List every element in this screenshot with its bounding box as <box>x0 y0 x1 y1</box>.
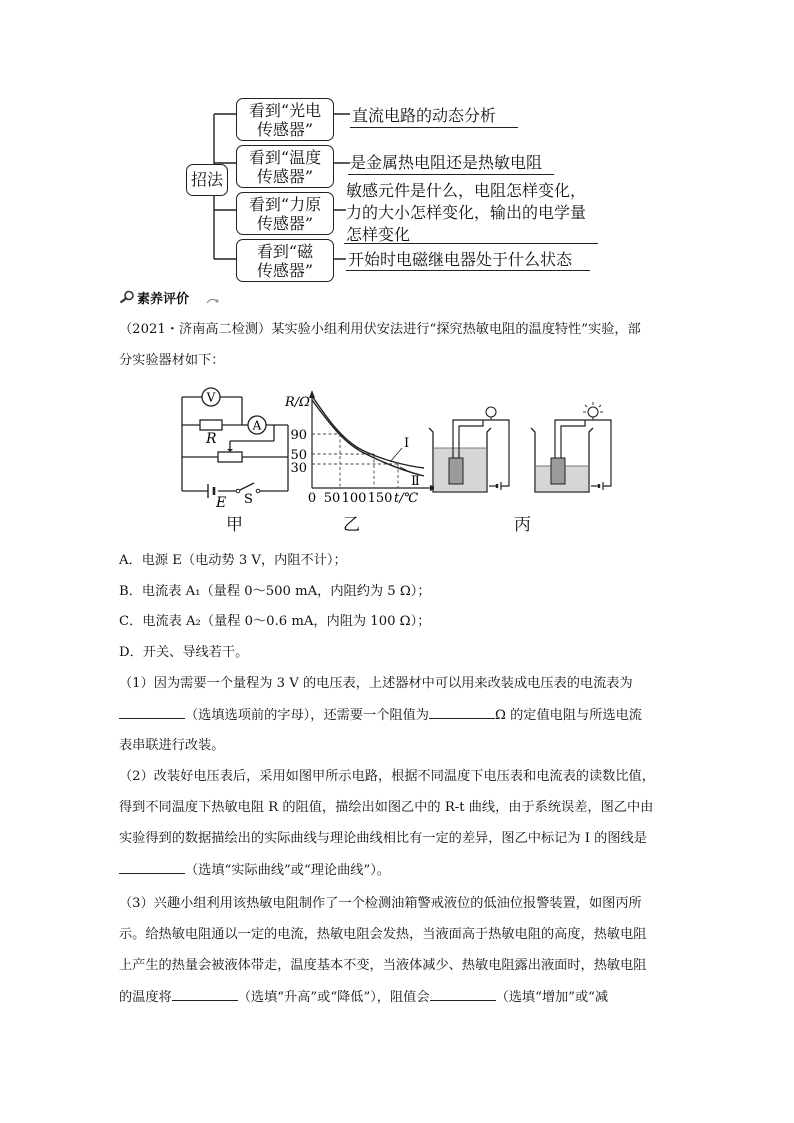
mindmap-branch-box-3: 看到“力原 传感器” <box>236 192 334 235</box>
mindmap-desc-1-underline <box>350 127 518 128</box>
resistor-label: R <box>206 431 217 447</box>
beaker-right <box>531 402 611 492</box>
answer-blank[interactable] <box>172 982 238 1001</box>
mindmap-desc-3-line-1: 敏感元件是什么，电阻怎样变化， <box>346 181 587 200</box>
switch-label: S <box>244 492 253 507</box>
mindmap-branch-box-2: 看到“温度 传感器” <box>236 145 334 188</box>
option-d: D．开关、导线若干。 <box>119 645 249 660</box>
voltmeter-label: V <box>206 390 216 405</box>
graph-x-tick: 100 <box>341 491 367 506</box>
graph-x-axis-label: t/℃ <box>394 491 419 506</box>
q1-line-2: （选填选项前的字母），还需要一个阻值为 Ω 的定值电阻与所选电流 <box>119 700 679 732</box>
battery-label: E <box>216 495 227 510</box>
answer-blank[interactable] <box>429 700 495 719</box>
figure-bing-apparatus <box>425 400 625 505</box>
option-b: B．电流表 A₁（量程 0～500 mA，内阻约为 5 Ω）； <box>119 584 431 599</box>
q1-line-1: （1）因为需要一个量程为 3 V 的电压表，上述器材中可以用来改装成电压表的电流表为 <box>119 676 633 691</box>
curve-label-1: Ⅰ <box>404 436 410 451</box>
mindmap-branch-box-4: 看到“磁 传感器” <box>236 239 334 282</box>
mindmap-connectors <box>0 0 794 290</box>
figure-jia-circuit <box>170 385 300 510</box>
problem-intro-line-2: 分实验器材如下： <box>119 353 225 368</box>
ammeter-label: A <box>252 418 262 433</box>
graph-x-tick: 0 <box>307 491 317 506</box>
answer-blank[interactable] <box>430 982 496 1001</box>
graph-x-tick: 50 <box>323 491 341 506</box>
mindmap-desc-3-underline <box>344 243 598 244</box>
option-a: A．电源 E（电动势 3 V，内阻不计）； <box>119 553 347 568</box>
graph-y-tick: 50 <box>290 448 307 463</box>
q1-line-3: 表串联进行改装。 <box>119 738 225 753</box>
beaker-left <box>429 407 509 492</box>
q3-line-3: 上产生的热量会被液体带走，温度基本不变，当液体减少、热敏电阻露出液面时，热敏电阻 <box>119 958 647 973</box>
figure-jia-caption: 甲 <box>226 515 243 535</box>
q2-line-3: 实验得到的数据描绘出的实际曲线与理论曲线相比有一定的差异，图乙中标记为 Ⅰ 的图线是 <box>119 831 647 846</box>
graph-y-tick: 30 <box>290 461 307 476</box>
q3-line-2: 示。给热敏电阻通以一定的电流，热敏电阻会发热，当液面高于热敏电阻的高度，热敏电阻 <box>119 927 647 942</box>
mindmap-desc-4-underline <box>346 270 590 271</box>
mindmap-desc-2-underline <box>348 174 554 175</box>
problem-intro-line-1: （2021・济南高二检测）某实验小组利用伏安法进行“探究热敏电阻的温度特性”实验，部 <box>119 322 641 337</box>
mindmap-desc-3-line-2: 力的大小怎样变化，输出的电学量 <box>346 203 587 222</box>
option-c: C．电流表 A₂（量程 0～0.6 mA，内阻为 100 Ω）； <box>119 614 431 629</box>
graph-x-tick: 150 <box>367 491 393 506</box>
curve-label-2: Ⅱ <box>411 474 420 489</box>
mindmap-branch-box-1: 看到“光电 传感器” <box>236 98 334 141</box>
decorative-leaf-icon <box>205 292 219 311</box>
mindmap-desc-1: 直流电路的动态分析 <box>352 106 497 125</box>
q2-line-1: （2）改装好电压表后，采用如图甲所示电路，根据不同温度下电压表和电流表的读数比值， <box>119 769 655 784</box>
graph-y-tick: 90 <box>290 428 307 443</box>
q3-line-1: （3）兴趣小组利用该热敏电阻制作了一个检测油箱警戒液位的低油位报警装置，如图丙所 <box>119 896 642 911</box>
q2-line-4: （选填“实际曲线”或“理论曲线”）。 <box>119 855 679 887</box>
answer-blank[interactable] <box>119 700 185 719</box>
q3-line-4: 的温度将 （选填“升高”或“降低”），阻值会 （选填“增加”或“减 <box>119 982 679 1014</box>
figure-yi-caption: 乙 <box>343 515 360 535</box>
magnifier-icon <box>119 289 135 308</box>
figure-yi-graph <box>282 388 442 508</box>
mindmap-desc-4: 开始时电磁继电器处于什么状态 <box>348 250 573 269</box>
q2-line-2: 得到不同温度下热敏电阻 R 的阻值，描绘出如图乙中的 R-t 曲线，由于系统误差，图乙中由 <box>119 800 654 815</box>
figure-bing-caption: 丙 <box>514 515 531 535</box>
answer-blank[interactable] <box>119 855 185 874</box>
mindmap-desc-2: 是金属热电阻还是热敏电阻 <box>350 153 543 172</box>
mindmap-desc-3-line-3: 怎样变化 <box>346 225 411 244</box>
mindmap-root: 招法 <box>186 164 228 196</box>
graph-y-axis-label: R/Ω <box>285 395 310 410</box>
section-title: 素养评价 <box>137 292 190 307</box>
